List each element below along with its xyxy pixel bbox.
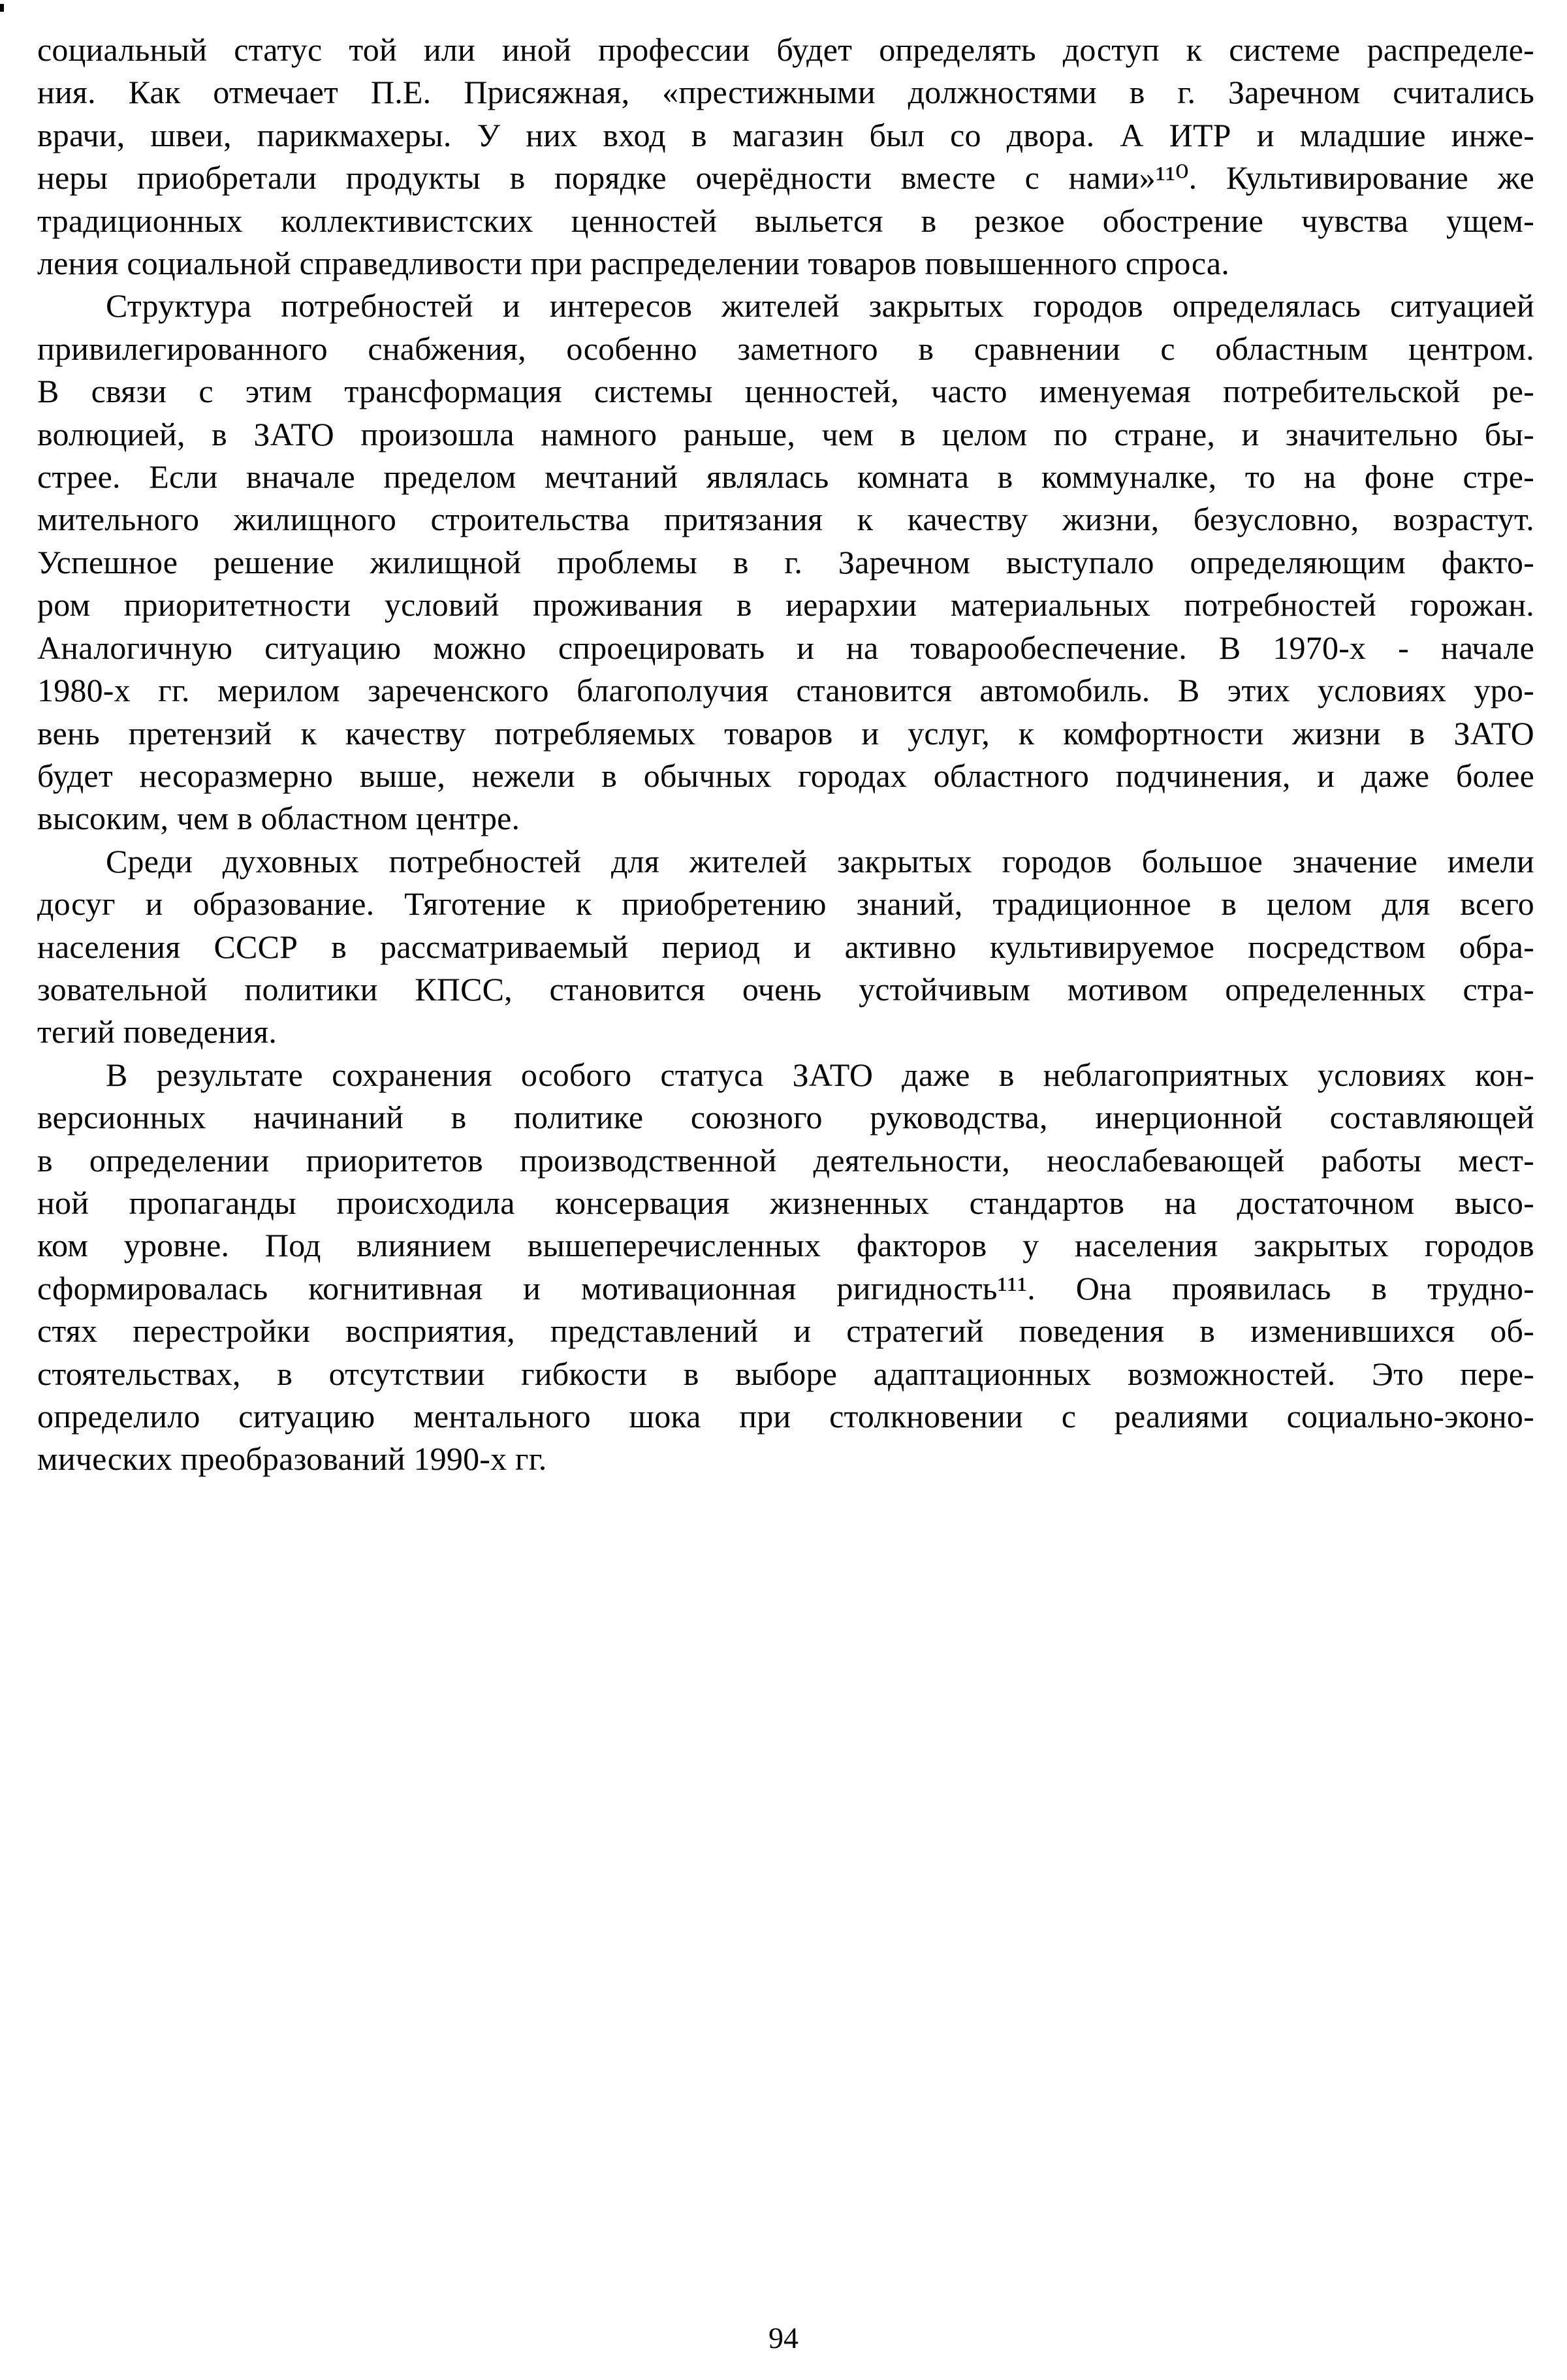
text-line: ком уровне. Под влиянием вышеперечисленных факторов у населения закрытых городов [37,1227,1534,1264]
text-line: В результате сохранения особого статуса ЗАТО даже в неблагоприятных условиях кон- [106,1056,1534,1093]
text-line: привилегированного снабжения, особенно заметного в сравнении с областным центром. [37,330,1534,367]
text-line: ния. Как отмечает П.Е. Присяжная, «престижными должностями в г. Заречном считались [37,74,1534,111]
text-line: населения СССР в рассматриваемый период и активно культивируемое посредством обра- [37,928,1534,965]
text-line: Аналогичную ситуацию можно спроецировать и на товарообеспечение. В 1970-х - начале [37,629,1534,666]
text-line: зовательной политики КПСС, становится очень устойчивым мотивом определенных стра- [37,970,1534,1008]
text-line: традиционных коллективистских ценностей выльется в резкое обострение чувства ущем- [37,202,1534,239]
text-line: В связи с этим трансформация системы ценностей, часто именуемая потребительской ре- [37,373,1534,410]
text-line: стоятельствах, в отсутствии гибкости в выборе адаптационных возможностей. Это пере- [37,1355,1534,1392]
scan-edge-artifact [0,4,4,12]
text-line: сформировалась когнитивная и мотивационная ригидность¹¹¹. Она проявилась в трудно- [37,1269,1534,1307]
text-line: мительного жилищного строительства притязания к качеству жизни, безусловно, возрастут. [37,501,1534,538]
paragraph [37,1054,1534,1481]
paragraph [37,840,1534,1054]
text-line: стрее. Если вначале пределом мечтаний являлась комната в коммуналке, то на фоне стре- [37,458,1534,496]
text-line: высоким, чем в областном центре. [37,800,520,837]
text-line: версионных начинаний в политике союзного руководства, инерционной составляющей [37,1099,1534,1136]
text-line: вень претензий к качеству потребляемых товаров и услуг, к комфортности жизни в ЗАТО [37,714,1534,752]
text-line: в определении приоритетов производственной деятельности, неослабевающей работы мест- [37,1141,1534,1179]
text-line: Успешное решение жилищной проблемы в г. Заречном выступало определяющим факто- [37,543,1534,580]
text-line: досуг и образование. Тяготение к приобретению знаний, традиционное в целом для всего [37,885,1534,923]
text-line: будет несоразмерно выше, нежели в обычных городах областного подчинения, и даже более [37,757,1534,794]
text-line: определило ситуацию ментального шока при столкновении с реалиями социально-эконо- [37,1398,1534,1435]
text-line: 1980-х гг. мерилом зареченского благополучия становится автомобиль. В этих условиях уро- [37,672,1534,709]
text-block [37,29,1534,1481]
text-line: врачи, швеи, парикмахеры. У них вход в магазин был со двора. А ИТР и младшие инже- [37,116,1534,153]
text-line: Среди духовных потребностей для жителей закрытых городов большое значение имели [106,842,1534,880]
text-line: мических преобразований 1990-х гг. [37,1440,547,1478]
page-number: 94 [768,2321,799,2355]
paragraph [37,285,1534,840]
text-line: волюцией, в ЗАТО произошла намного раньше, чем в целом по стране, и значительно бы- [37,415,1534,452]
text-line: Структура потребностей и интересов жителей закрытых городов определялась ситуацией [106,287,1534,325]
text-line: ной пропаганды происходила консервация жизненных стандартов на достаточном высо- [37,1184,1534,1221]
text-line: стях перестройки восприятия, представлений и стратегий поведения в изменившихся об- [37,1312,1534,1350]
page-footer [0,2322,1567,2355]
text-line: ления социальной справедливости при распределении товаров повышенного спроса. [37,245,1229,282]
text-line: ром приоритетности условий проживания в иерархии материальных потребностей горожан. [37,586,1534,624]
text-line: социальный статус той или иной профессии будет определять доступ к системе распределе- [37,31,1534,68]
paragraph [37,29,1534,285]
text-line: тегий поведения. [37,1013,277,1051]
text-line: неры приобретали продукты в порядке очерёдности вместе с нами»¹¹⁰. Культивирование же [37,159,1534,197]
